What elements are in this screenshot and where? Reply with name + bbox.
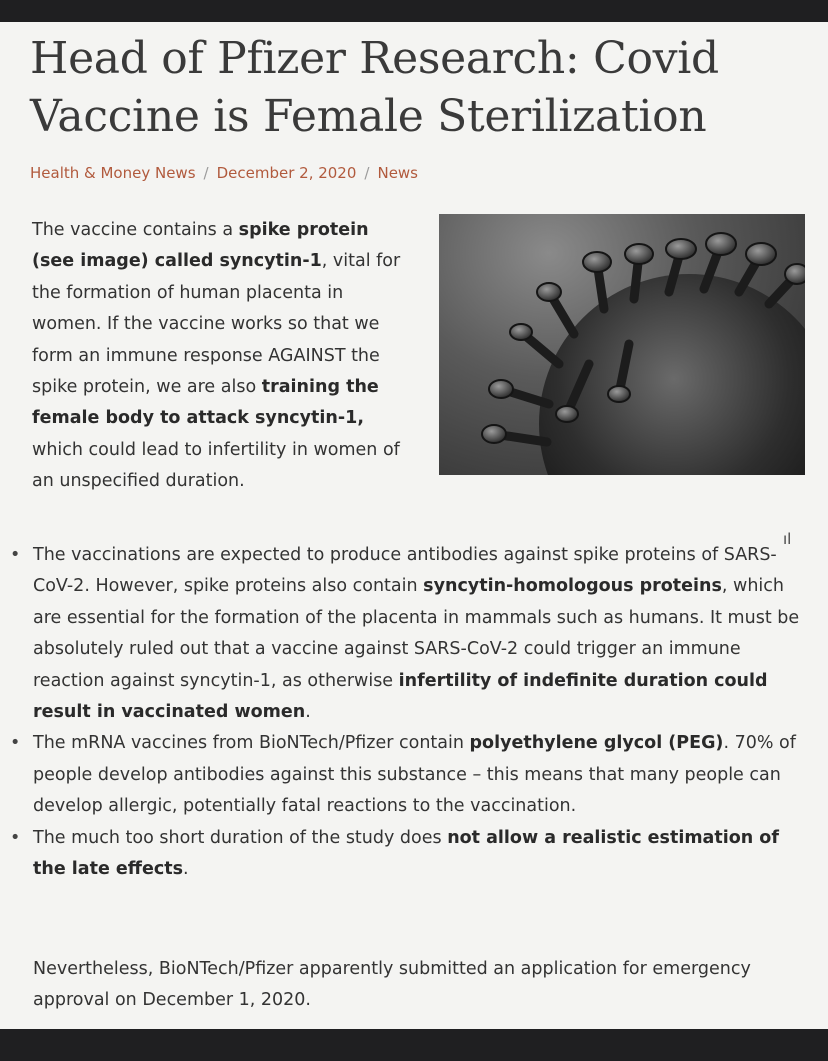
coronavirus-icon [439,214,805,475]
meta-separator: / [203,164,209,182]
article-title: Head of Pfizer Research: Covid Vaccine is Female Sterilization [30,33,719,142]
list-item [10,823,810,886]
bullet-text: , which are essential for the formation of the placenta in mammals such as humans. It must be absolutely ruled out that a vaccine against SARS-CoV-2 could trigger an immune reaction against syncytin-1, as otherwise [33,576,800,691]
closing-paragraph: Nevertheless, BioNTech/Pfizer apparently submitted an application for emergency approval on December 1, 2020. [33,959,751,1011]
bullet-text: . 70% of people develop antibodies against this substance – this means that many people can develop allergic, potentially fatal reactions to the vaccination. [33,733,796,817]
intro-bold: spike protein (see image) called syncytin-1 [32,220,369,272]
bullet-text: . [183,859,189,880]
bullet-bold: not allow a realistic estimation of the late effects [33,827,779,880]
bullet-text: The much too short duration of the study does [33,827,448,848]
intro-text: The vaccine contains a [32,220,239,240]
article-meta [30,164,418,182]
list-item [10,728,810,822]
section-link[interactable]: News [377,164,419,182]
intro-paragraph [32,215,404,498]
list-item [10,540,810,728]
date-link[interactable]: December 2, 2020 [216,164,357,182]
intro-text: which could lead to infertility in women of an unspecified duration. [32,439,400,492]
bullet-list [10,540,810,885]
meta-separator: / [364,164,370,182]
bullet-text: The mRNA vaccines from BioNTech/Pfizer contain [33,733,470,754]
category-link[interactable]: Health & Money News [30,164,196,182]
stray-mark: ıl [783,530,792,548]
article-page [0,22,828,1029]
bullet-bold: infertility of indefinite duration could result in vaccinated women [33,670,768,723]
coronavirus-image [439,214,805,475]
intro-text: , vital for the formation of human placenta in women. If the vaccine works so that we form an immune response AGAINST the spike protein, we are also [32,251,401,398]
bullet-bold: syncytin-homologous proteins [423,576,722,597]
bullet-text: The vaccinations are expected to produce antibodies against spike proteins of SARS-CoV-2. However, spike proteins also contain [33,545,777,597]
bullet-bold: polyethylene glycol (PEG) [469,733,724,754]
intro-bold: training the female body to attack syncytin-1, [32,377,379,429]
bullet-text: . [305,702,311,723]
